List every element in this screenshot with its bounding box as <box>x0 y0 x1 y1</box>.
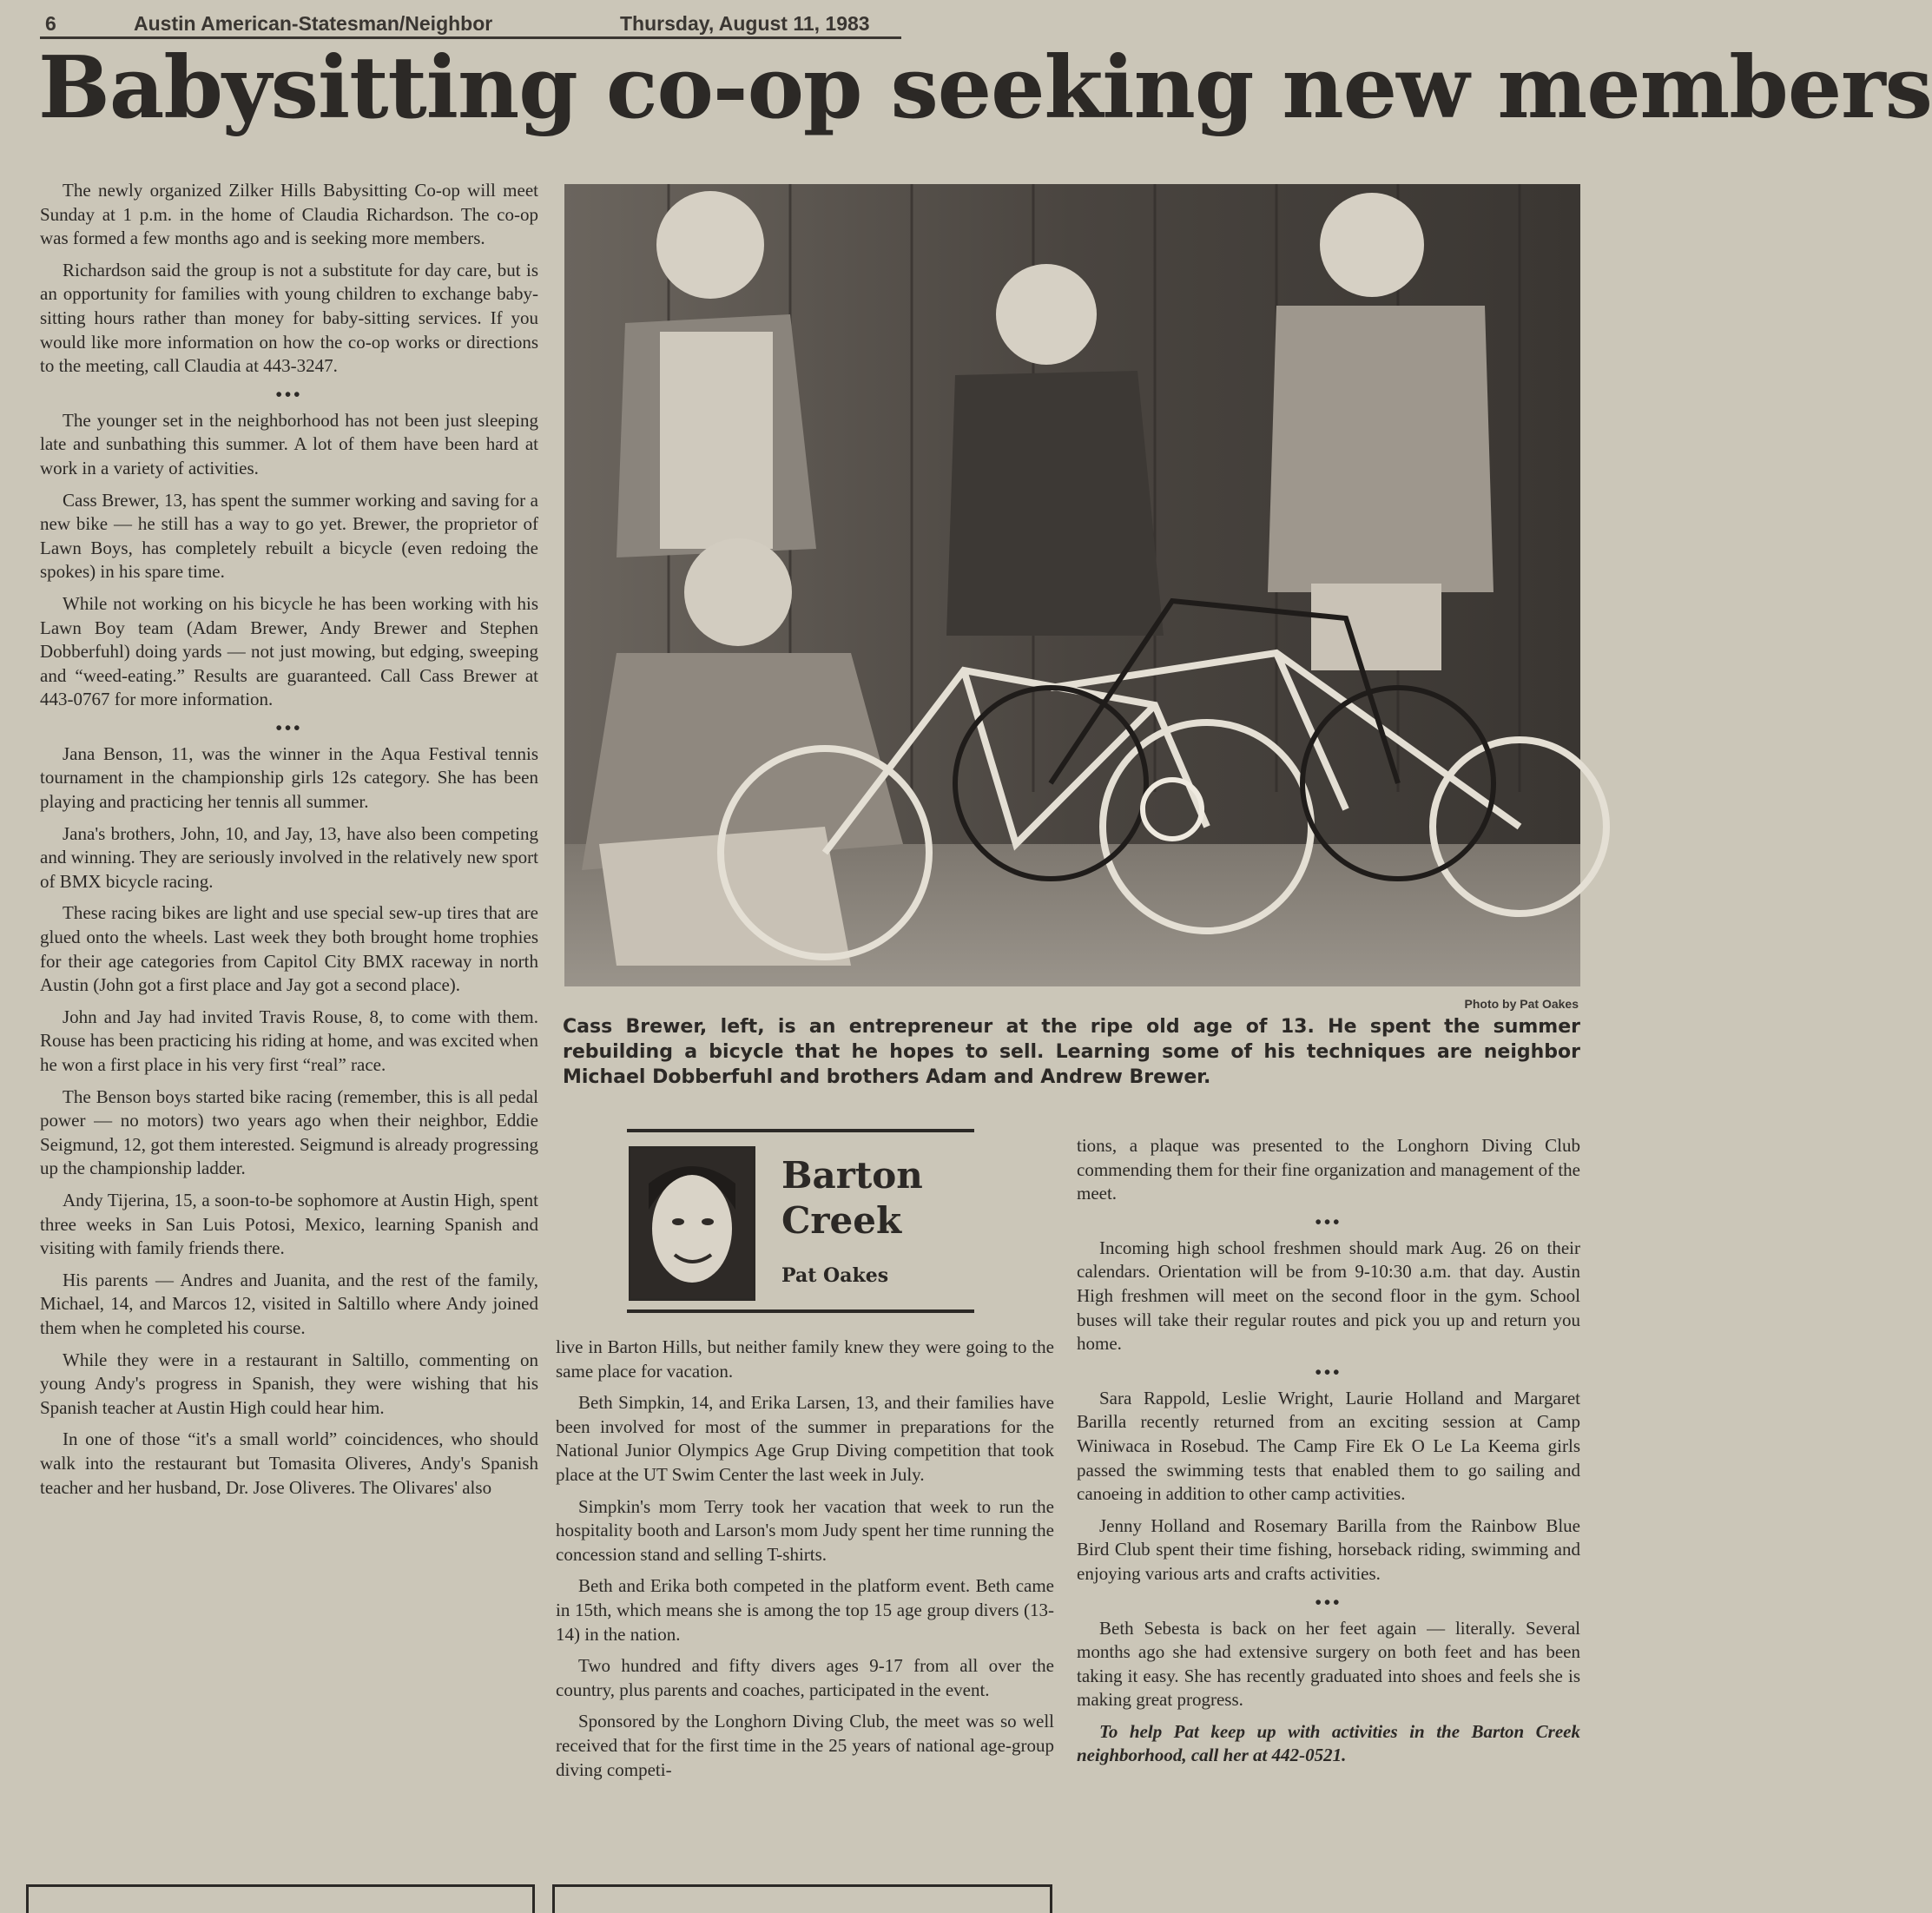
paragraph: The younger set in the neighborhood has not been just sleeping late and sunbathing this summer. A lot of them have been hard at work in a variety of activities. <box>40 409 538 478</box>
section-separator: ••• <box>1315 1210 1342 1232</box>
column-logo <box>627 1129 974 1313</box>
paragraph: Sponsored by the Longhorn Diving Club, the meet was so well received that for the first time in the 25 years of national age-group diving competi- <box>556 1711 1054 1780</box>
section-separator: ••• <box>275 383 303 405</box>
bottom-box-middle <box>552 1884 1052 1913</box>
paragraph: tions, a plaque was presented to the Longhorn Diving Club commending them for their fine organization and management of the meet. <box>1077 1135 1580 1204</box>
paragraph: live in Barton Hills, but neither family knew they were going to the same place for vacation. <box>556 1336 1054 1382</box>
publication-name: Austin American-Statesman/Neighbor <box>134 12 493 35</box>
paragraph: Sara Rappold, Leslie Wright, Laurie Holland and Margaret Barilla recently returned from an exciting session at Camp Winiwaca in Rosebud. The Camp Fire Ek O Le La Keema girls passed the swimming tests that enabled them to go sailing and canoeing in addition to other camp activities. <box>1077 1387 1580 1505</box>
columnist-photo <box>631 1149 753 1298</box>
paragraph: While they were in a restaurant in Saltillo, commenting on young Andy's progress in Spanish, they were wishing that his Spanish teacher at Austin High could hear him. <box>40 1349 538 1418</box>
section-separator: ••• <box>275 716 303 738</box>
photo-illustration <box>564 184 1580 986</box>
column-title <box>781 1153 964 1243</box>
paragraph: Beth Simpkin, 14, and Erika Larsen, 13, and their families have been involved for most of the summer in preparations for the National Junior Olympics Age Grup Diving competition that took place at the UT Swim Center the last week in July. <box>556 1392 1054 1485</box>
column-title-line: Barton <box>781 1154 923 1197</box>
paragraph: Cass Brewer, 13, has spent the summer working and saving for a new bike — he still has a way to go yet. Brewer, the proprietor of Lawn Boys, has completely rebuilt a bicycle (even redoing the spokes) in his spare time. <box>40 489 538 583</box>
news-photo <box>564 184 1580 986</box>
paragraph: In one of those “it's a small world” coincidences, who should walk into the restaurant but Tomasita Oliveres, Andy's Spanish teacher and her husband, Dr. Jose Oliveres. The Olivares' also <box>40 1428 538 1498</box>
column-title-line: Creek <box>781 1199 902 1242</box>
paragraph: Beth and Erika both competed in the platform event. Beth came in 15th, which means she is among the top 15 age group divers (13-14) in the nation. <box>556 1575 1054 1645</box>
paragraph: These racing bikes are light and use special sew-up tires that are glued onto the wheels. Last week they both brought home trophies for their age categories from Capitol City BMX raceway in north Austin (John got a first place and Jay got a second place). <box>40 902 538 996</box>
paragraph: Jana's brothers, John, 10, and Jay, 13, have also been competing and winning. They are seriously involved in the relatively new sport of BMX bicycle racing. <box>40 822 538 892</box>
column-author: Pat Oakes <box>781 1264 889 1287</box>
paragraph: Andy Tijerina, 15, a soon-to-be sophomore at Austin High, spent three weeks in San Luis Potosi, Mexico, learning Spanish and visiting with family friends there. <box>40 1189 538 1259</box>
section-separator: ••• <box>1315 1361 1342 1382</box>
photo-credit: Photo by Pat Oakes <box>1464 997 1579 1011</box>
paragraph: Simpkin's mom Terry took her vacation that week to run the hospitality booth and Larson's mom Judy spent her time running the concession stand and selling T-shirts. <box>556 1495 1054 1565</box>
article-column-3 <box>1077 1134 1580 1776</box>
paragraph: While not working on his bicycle he has been working with his Lawn Boy team (Adam Brewer, Andy Brewer and Stephen Dobberfuhl) doing yards — not just mowing, but edging, sweeping and “weed-eating.” Results are guaranteed. Call Cass Brewer at 443-0767 for more information. <box>40 592 538 710</box>
page-folio <box>40 9 901 39</box>
bottom-box-left <box>26 1884 535 1913</box>
paragraph: The Benson boys started bike racing (remember, this is all pedal power — no motors) two years ago when their neighbor, Eddie Seigmund, 12, got them interested. Seigmund is already progressing up the championship ladder. <box>40 1085 538 1179</box>
paragraph: Jenny Holland and Rosemary Barilla from the Rainbow Blue Bird Club spent their time fishing, horseback riding, swimming and enjoying various arts and crafts activities. <box>1077 1514 1580 1584</box>
article-column-1 <box>40 179 538 1507</box>
paragraph: Two hundred and fifty divers ages 9-17 from all over the country, plus parents and coaches, participated in the event. <box>556 1655 1054 1700</box>
paragraph: His parents — Andres and Juanita, and the rest of the family, Michael, 14, and Marcos 12, visited in Saltillo where Andy joined them when he completed his course. <box>40 1269 538 1338</box>
columnist-portrait <box>629 1146 755 1301</box>
headline: Babysitting co-op seeking new members <box>38 38 1932 138</box>
section-separator: ••• <box>1315 1591 1342 1613</box>
paragraph: John and Jay had invited Travis Rouse, 8, to come with them. Rouse has been practicing his riding at home, and was excited when he won a first place in his very first “real” race. <box>40 1006 538 1075</box>
page-number: 6 <box>45 12 56 35</box>
publication-date: Thursday, August 11, 1983 <box>620 12 870 35</box>
paragraph: The newly organized Zilker Hills Babysitting Co-op will meet Sunday at 1 p.m. in the home of Claudia Richardson. The co-op was formed a few months ago and is seeking more members. <box>40 180 538 249</box>
paragraph: Jana Benson, 11, was the winner in the Aqua Festival tennis tournament in the championship girls 12s category. She has been playing and practicing her tennis all summer. <box>40 742 538 813</box>
article-column-2 <box>556 1336 1054 1790</box>
paragraph: Richardson said the group is not a substitute for day care, but is an opportunity for families with young children to exchange baby-sitting hours rather than money for baby-sitting services. If you would like more information on how the co-op works or directions to the meeting, call Claudia at 443-3247. <box>40 259 538 377</box>
paragraph: Incoming high school freshmen should mark Aug. 26 on their calendars. Orientation will be from 9-10:30 a.m. that day. Austin High freshmen will meet on the second floor in the gym. School buses will take their regular routes and pick you up and return you home. <box>1077 1237 1580 1355</box>
paragraph: Beth Sebesta is back on her feet again — literally. Several months ago she had extensive surgery on both feet and has been taking it easy. She has recently graduated into shoes and feels she is making great progress. <box>1077 1617 1580 1711</box>
contact-note: To help Pat keep up with activities in the Barton Creek neighborhood, call her at 442-0521. <box>1077 1720 1580 1766</box>
photo-caption: Cass Brewer, left, is an entrepreneur at the ripe old age of 13. He spent the summer rebuilding a bicycle that he hopes to sell. Learning some of his techniques are neighbor Michael Dobberfuhl and brothers Adam and Andrew Brewer. <box>563 1016 1580 1088</box>
